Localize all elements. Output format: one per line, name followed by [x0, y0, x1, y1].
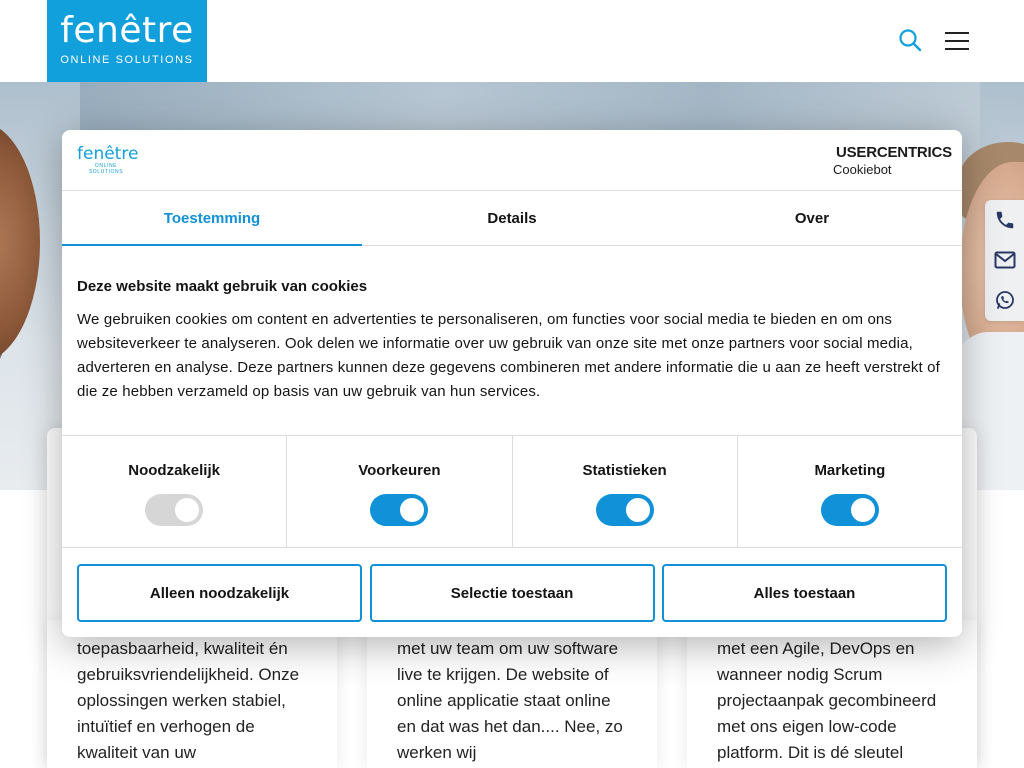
toggle-knob: [400, 498, 424, 522]
cookie-consent-dialog: [62, 130, 962, 637]
dialog-logo: [77, 144, 139, 175]
category-label: Voorkeuren: [358, 462, 441, 479]
toggle-knob: [175, 498, 199, 522]
dialog-tabs: [62, 191, 962, 246]
dialog-description: We gebruiken cookies om content en advertenties te personaliseren, om functies voor social media te bieden en om ons websiteverkeer te analyseren. Ook delen we informatie over uw gebruik van onze site met onze partners voor social media, adverteren en analyse. Deze partners kunnen deze gegevens combineren met andere informatie die u aan ze heeft verstrekt of die ze hebben verzameld op basis van uw gebruik van hun services.: [77, 311, 940, 400]
logo-name: fenêtre: [60, 10, 194, 51]
dialog-title: Deze website maakt gebruik van cookies: [77, 278, 368, 295]
provider-name: USERCENTRICS: [836, 144, 952, 161]
toggle-knob: [626, 498, 650, 522]
category-statistics: [513, 436, 738, 547]
card-text: met uw team om uw software live te krijgen. De website of online applicatie staat online en dat was het dan.... Nee, zo werken wij: [397, 639, 623, 762]
dialog-logo-name: fenêtre: [77, 144, 139, 164]
toggle-knob: [851, 498, 875, 522]
cookie-categories: [62, 435, 962, 548]
tab-details[interactable]: Details: [487, 209, 537, 227]
phone-icon[interactable]: [985, 200, 1024, 240]
search-icon[interactable]: [898, 28, 924, 54]
marketing-toggle[interactable]: [821, 494, 879, 526]
category-label: Statistieken: [582, 462, 667, 479]
necessary-only-button[interactable]: Alleen noodzakelijk: [77, 564, 362, 622]
category-label: Marketing: [814, 462, 886, 479]
contact-bar: [985, 200, 1024, 321]
mail-icon[interactable]: [985, 240, 1024, 280]
site-logo[interactable]: [47, 0, 207, 82]
category-necessary: [62, 436, 287, 547]
hero-person-left: [0, 122, 40, 362]
provider-product: Cookiebot: [833, 162, 892, 177]
content-card: [47, 620, 337, 768]
necessary-toggle: [145, 494, 203, 526]
dialog-body: [77, 278, 947, 404]
menu-icon[interactable]: [944, 30, 970, 52]
card-text: toepasbaarheid, kwaliteit én gebruiksvriendelijkheid. Onze oplossingen werken stabiel, intuïtief en verhogen de kwaliteit van uw: [77, 639, 300, 762]
category-preferences: [287, 436, 512, 547]
tab-about[interactable]: Over: [794, 209, 830, 227]
category-marketing: [738, 436, 962, 547]
dialog-buttons: [77, 564, 947, 622]
category-label: Noodzakelijk: [128, 462, 220, 479]
dialog-logo-tagline: ONLINE SOLUTIONS: [88, 163, 124, 175]
allow-selection-button[interactable]: Selectie toestaan: [370, 564, 655, 622]
logo-tagline: ONLINE SOLUTIONS: [60, 54, 194, 66]
statistics-toggle[interactable]: [596, 494, 654, 526]
site-header: [0, 0, 1024, 82]
card-text: met een Agile, DevOps en wanneer nodig Scrum projectaanpak gecombineerd met ons eigen low-code platform. Dit is dé sleutel: [717, 639, 937, 762]
content-card: [367, 620, 657, 768]
allow-all-button[interactable]: Alles toestaan: [662, 564, 947, 622]
cookiebot-brand[interactable]: [833, 144, 952, 177]
tab-consent[interactable]: Toestemming: [62, 191, 362, 245]
content-card: [687, 620, 977, 768]
preferences-toggle[interactable]: [370, 494, 428, 526]
whatsapp-icon[interactable]: [985, 280, 1024, 320]
dialog-header: [62, 130, 962, 191]
